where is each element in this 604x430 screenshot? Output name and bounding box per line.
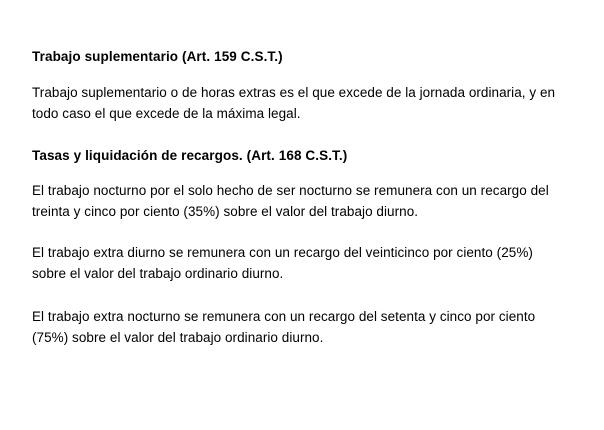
section-heading-trabajo-suplementario: Trabajo suplementario (Art. 159 C.S.T.) (32, 49, 283, 64)
section-heading-tasas-recargos: Tasas y liquidación de recargos. (Art. 168 C.S.T.) (32, 148, 348, 164)
paragraph-recargo-extra-nocturno: El trabajo extra nocturno se remunera con un recargo del setenta y cinco por ciento (75%) sobre el valor del trabajo ordinario diurno. (32, 308, 536, 345)
paragraph-recargo-nocturno: El trabajo nocturno por el solo hecho de ser nocturno se remunera con un recargo del treinta y cinco por ciento (35%) sobre el valor del trabajo diurno. (32, 183, 549, 220)
paragraph-definicion-trabajo-suplementario: Trabajo suplementario o de horas extras es el que excede de la jornada ordinaria, y en todo caso el que excede de la máxima legal. (32, 85, 556, 122)
paragraph-recargo-extra-diurno: El trabajo extra diurno se remunera con un recargo del veinticinco por ciento (25%) sobre el valor del trabajo ordinario diurno. (32, 245, 533, 282)
